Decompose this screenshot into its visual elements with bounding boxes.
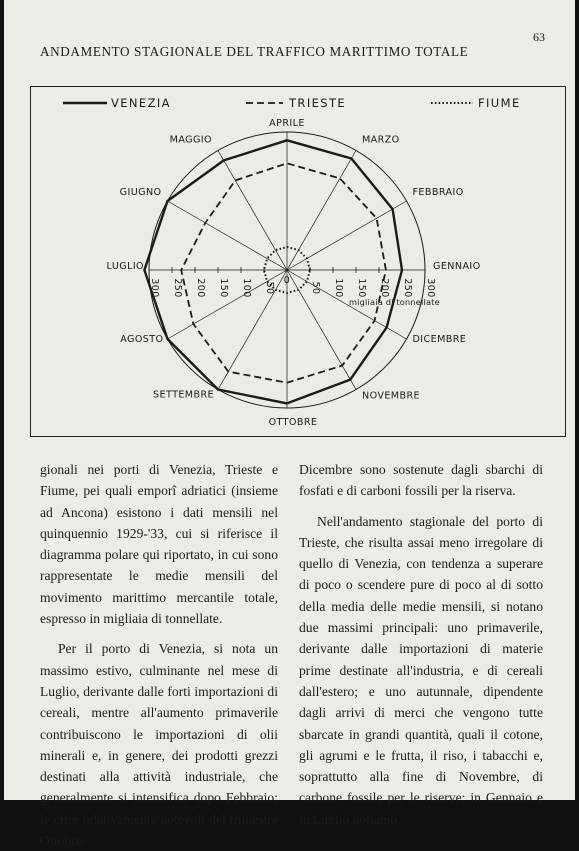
tick-label-right-50: 50 [310, 281, 321, 295]
month-label-dicembre: DICEMBRE [412, 334, 467, 345]
legend-venezia-label: VENEZIA [111, 96, 171, 110]
text-column-left [40, 459, 278, 851]
polar-chart [31, 87, 567, 438]
month-label-marzo: MARZO [362, 134, 400, 146]
page-title: ANDAMENTO STAGIONALE DEL TRAFFICO MARITTIMO TOTALE [40, 44, 469, 59]
text-column-right [299, 459, 543, 830]
month-label-novembre: NOVEMBRE [362, 390, 420, 402]
tick-label-left-150: 150 [218, 278, 229, 298]
page-number: 63 [533, 30, 545, 44]
month-label-agosto: AGOSTO [120, 334, 164, 345]
month-label-aprile: APRILE [269, 118, 305, 129]
tick-label-left-100: 100 [241, 278, 252, 298]
paragraph: gionali nei porti di Venezia, Trieste e Fiume, pei quali emporî adriatici (insieme ad Ancona) esistono i dati mensili nel quinquennio 1929-'33, cui si riferisce il diagramma polare qui riportato, in cui sono rappresentate le medie mensili del movimento marittimo mercantile totale, espresso in migliaia di tonnellate. [40, 462, 278, 627]
month-label-settembre: SETTEMBRE [153, 389, 214, 401]
month-label-giugno: GIUGNO [119, 187, 162, 198]
paragraph: Nell'andamento stagionale del porto di Trieste, che risulta assai meno irregolare di quello di Venezia, con tendenza a superare di poco o scendere pure di poco al di sotto della media delle medie mensili, si notano due massimi principali: uno primaverile, derivante dalle importazioni di materie prime destinate all'industria, e di cereali dall'estero; e uno autunnale, dipendente dagli arrivi di merci che vengono tutte sbarcate in grandi quantità, quali il cotone, gli agrumi e le frutta, il riso, i tabacchi e, soprattutto alla fine di Novembre, di carbone fossile per le riserve; in Gennaio e in Luglio notiamo [299, 513, 543, 827]
tick-label-right-100: 100 [333, 278, 344, 298]
radial-axis-label: migliaia di tonnellate [349, 297, 440, 307]
paragraph: Per il porto di Venezia, si nota un massimo estivo, culminante nel mese di Luglio, derivante dalle forti importazioni di cereali, mentre all'aumento primaverile contribuiscono le importazioni di olii minerali e, in genere, dei prodotti grezzi destinati alla attività industriale, che generalmente si intensifica dopo Febbraio; le cifre relativamente notevoli del trimestre Ottobre- [40, 641, 278, 849]
tick-label-left-300: 300 [149, 278, 160, 298]
tick-label-right-150: 150 [356, 278, 367, 298]
book-page [4, 0, 575, 849]
tick-label-right-250: 250 [402, 278, 413, 298]
tick-label-left-200: 200 [195, 278, 206, 298]
tick-label-left-250: 250 [172, 278, 183, 298]
month-label-gennaio: GENNAIO [433, 261, 481, 272]
tick-label-right-200: 200 [379, 278, 390, 298]
month-label-ottobre: OTTOBRE [268, 417, 318, 428]
month-label-maggio: MAGGIO [169, 134, 212, 146]
legend-fiume-label: FIUME [478, 96, 521, 110]
tick-label-right-300: 300 [425, 278, 436, 298]
spoke-line [167, 201, 287, 270]
legend-trieste-label: TRIESTE [289, 96, 347, 110]
polar-chart-frame [30, 86, 566, 437]
month-label-luglio: LUGLIO [106, 261, 144, 272]
paragraph: Dicembre sono sostenute dagli sbarchi di fosfati e di carboni fossili per la riserva. [299, 462, 543, 499]
spoke-line [218, 150, 287, 270]
spoke-line [287, 201, 407, 270]
tick-label-center: 0 [283, 275, 291, 286]
tick-label-left-50: 50 [264, 281, 275, 295]
series-trieste-line [181, 163, 386, 382]
month-label-febbraio: FEBBRAIO [412, 187, 464, 198]
spoke-line [287, 150, 356, 270]
